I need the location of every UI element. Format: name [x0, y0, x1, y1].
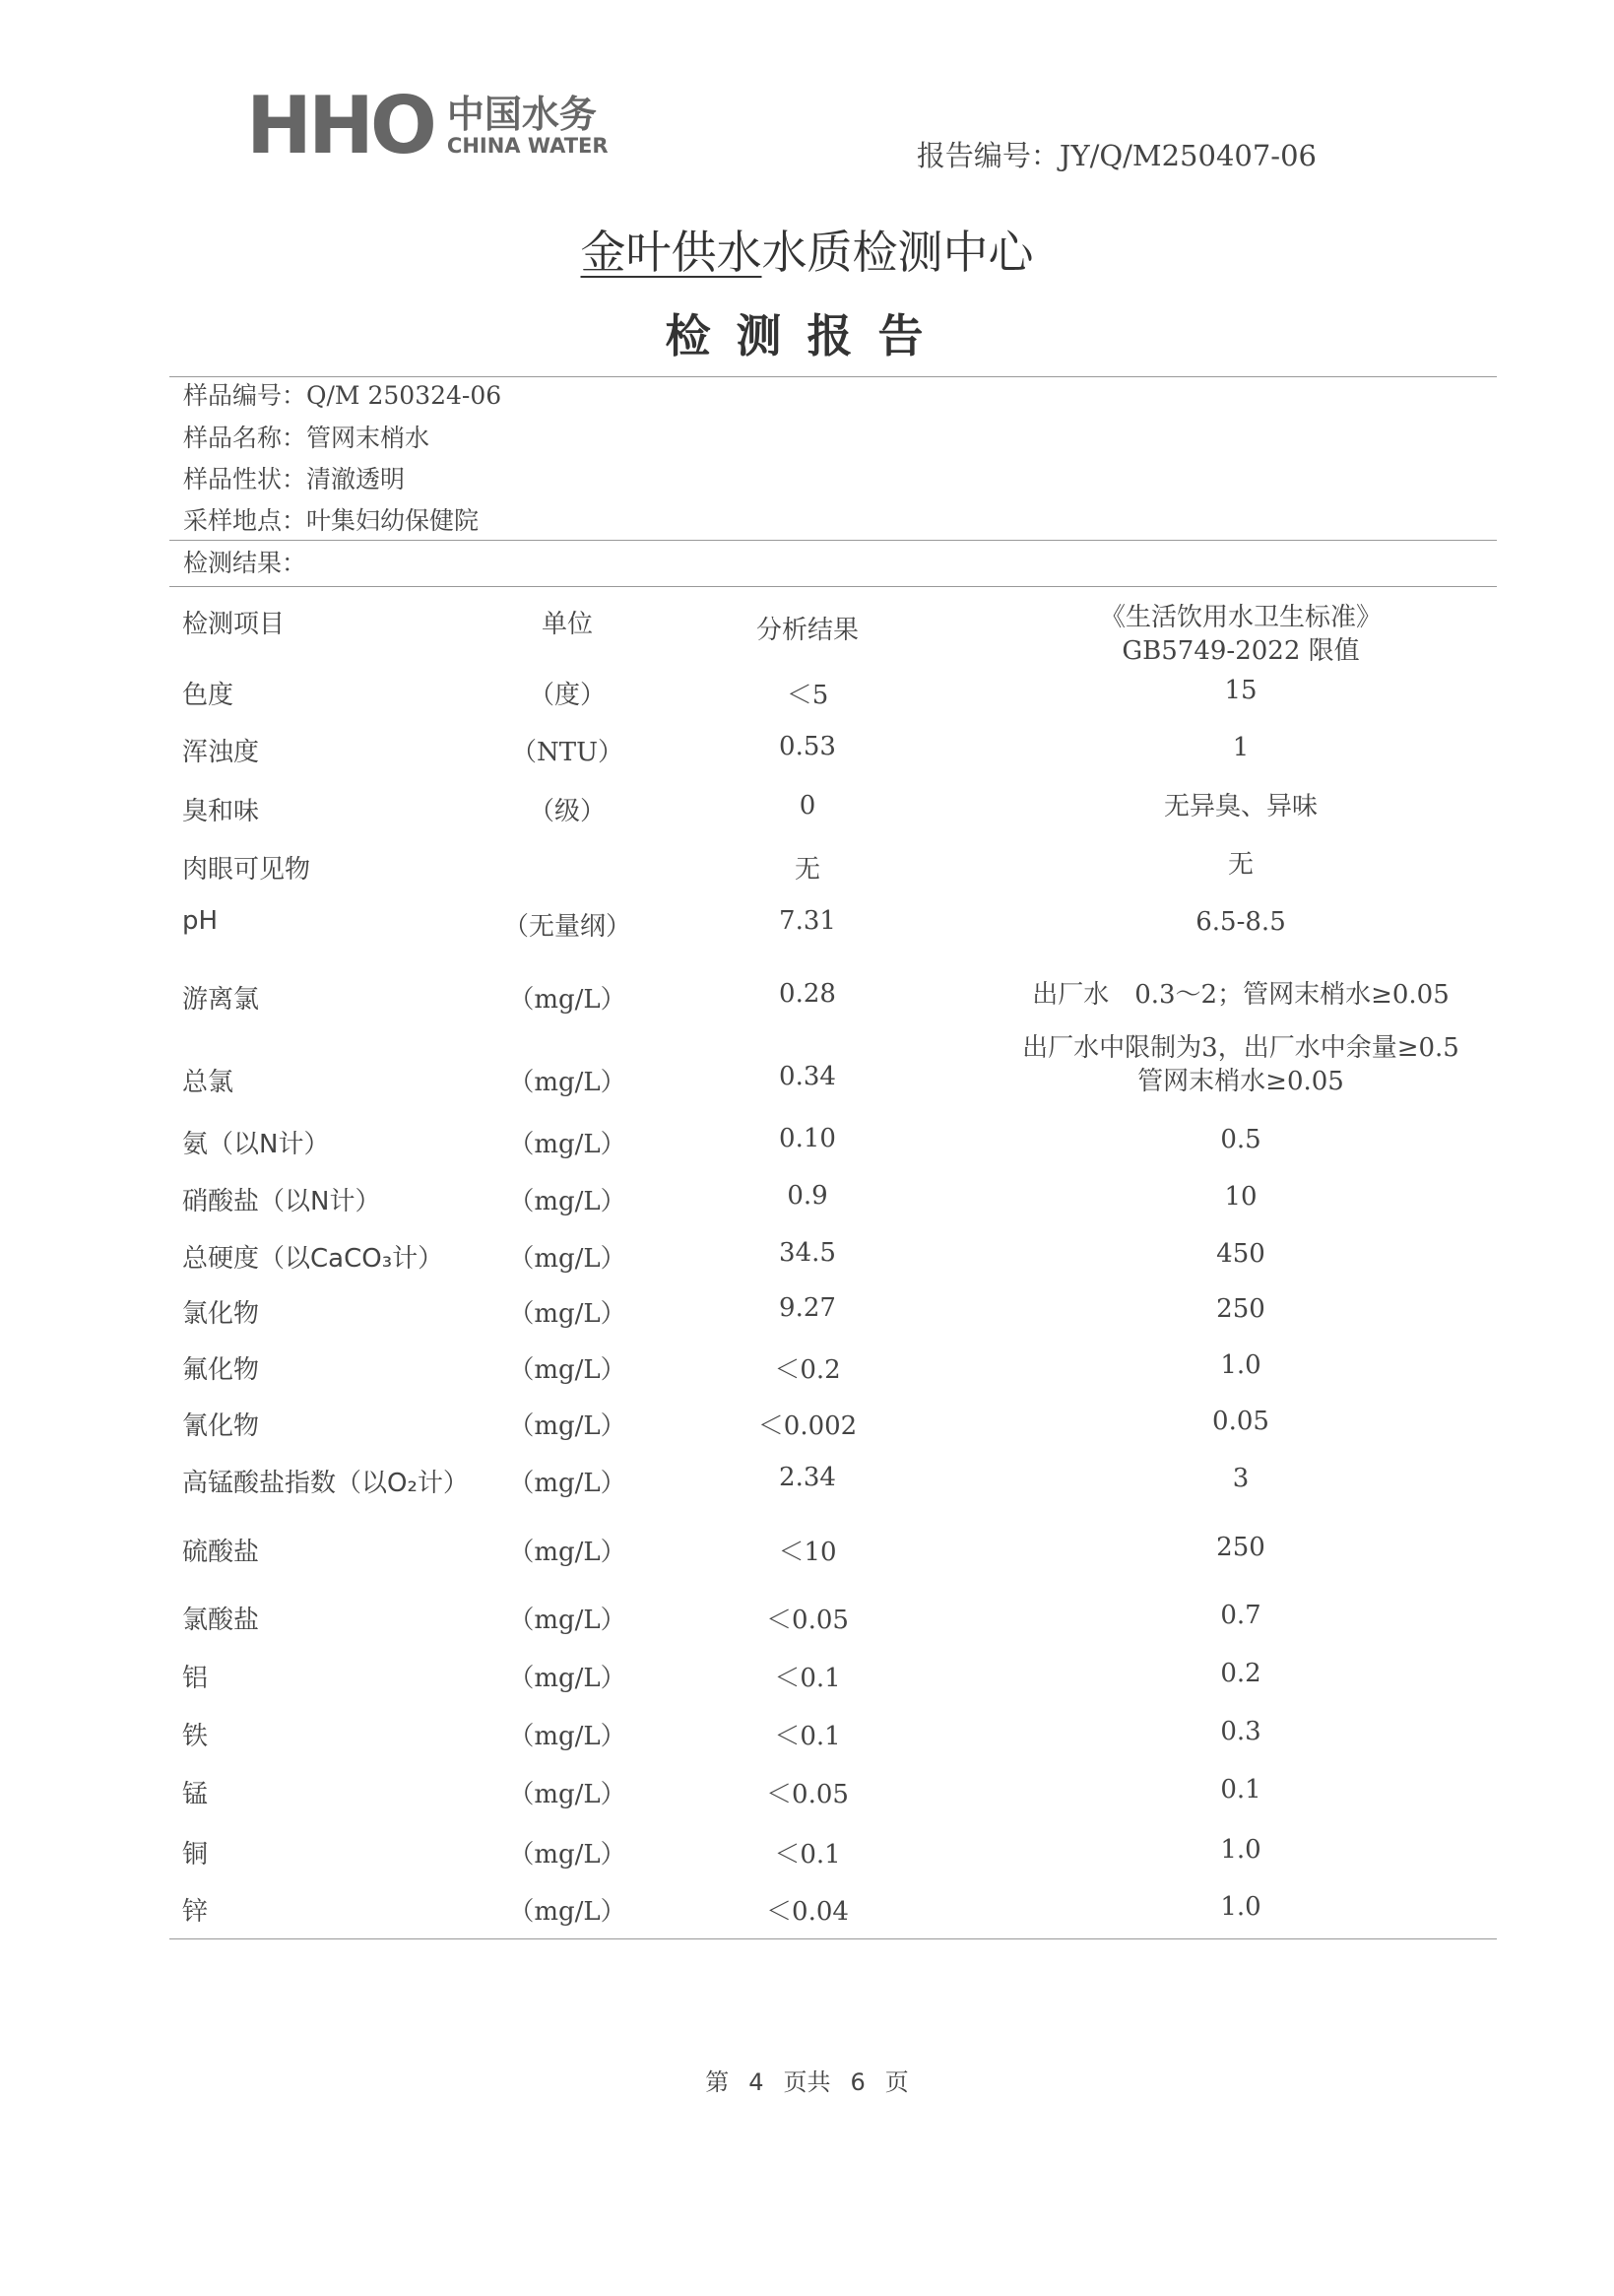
- logo-en: CHINA WATER: [446, 134, 609, 159]
- cell-item: 氟化物: [182, 1355, 260, 1385]
- cell-limit: [945, 1349, 1536, 1383]
- sample-info-value: 叶集妇幼保健院: [306, 506, 480, 535]
- cell-item: 色度: [182, 681, 234, 710]
- cell-unit: （级）: [528, 797, 606, 826]
- cell-unit: （mg/L）: [508, 1780, 626, 1809]
- header-limit-line2: GB5749-2022 限值: [1122, 635, 1360, 666]
- cell-result: 7.31: [779, 906, 836, 936]
- cell-limit-line: 0.7: [1220, 1601, 1261, 1630]
- footer-total: 6: [850, 2068, 866, 2096]
- cell-item: 锌: [182, 1897, 209, 1927]
- footer-di: 第: [705, 2068, 730, 2096]
- cell-limit: [945, 1032, 1536, 1099]
- center-name-rest: 水质检测中心: [761, 226, 1034, 279]
- sample-info-label: 采样地点：: [183, 506, 307, 535]
- cell-unit: （mg/L）: [508, 1187, 626, 1216]
- cell-limit-line: 0.1: [1220, 1775, 1261, 1804]
- cell-limit-line: 6.5-8.5: [1195, 907, 1286, 937]
- cell-limit-line: 0.5: [1220, 1125, 1261, 1154]
- cell-item: 铁: [182, 1722, 209, 1751]
- cell-item: 铜: [182, 1840, 209, 1870]
- cell-item: 游离氯: [182, 985, 260, 1015]
- sample-info-value: 管网末梢水: [306, 424, 430, 452]
- cell-limit: [945, 791, 1536, 824]
- cell-limit: [945, 1600, 1536, 1633]
- divider-info: [169, 540, 1497, 541]
- cell-result: 34.5: [779, 1238, 836, 1268]
- footer-ye: 页: [884, 2068, 909, 2096]
- cell-limit-line: 1.0: [1220, 1350, 1261, 1380]
- cell-unit: （mg/L）: [508, 985, 626, 1015]
- cell-item: 氰化物: [182, 1411, 260, 1441]
- cell-limit: [945, 906, 1536, 940]
- cell-result: 0.10: [779, 1124, 836, 1153]
- cell-item: 硫酸盐: [182, 1538, 260, 1567]
- cell-result: ＜10: [778, 1538, 837, 1567]
- cell-item: 硝酸盐（以N计）: [182, 1187, 381, 1216]
- cell-unit: （mg/L）: [508, 1411, 626, 1441]
- cell-unit: （mg/L）: [508, 1664, 626, 1693]
- cell-limit: [945, 1463, 1536, 1496]
- cell-limit-line: 出厂水 0.3～2；管网末梢水≥0.05: [1032, 980, 1450, 1010]
- cell-limit: [945, 1716, 1536, 1749]
- cell-result: 0.34: [779, 1062, 836, 1091]
- cell-limit: [945, 1406, 1536, 1439]
- page-footer: [0, 2063, 1614, 2097]
- cell-unit: （mg/L）: [508, 1130, 626, 1159]
- cell-limit-line: 450: [1216, 1239, 1265, 1269]
- cell-result: 2.34: [779, 1463, 836, 1492]
- cell-result: 9.27: [779, 1293, 836, 1323]
- cell-limit-line: 15: [1224, 676, 1258, 705]
- cell-unit: （mg/L）: [508, 1722, 626, 1751]
- cell-result: ＜5: [786, 681, 829, 710]
- sample-info-line: [183, 501, 479, 537]
- cell-limit-line: 0.05: [1212, 1407, 1269, 1436]
- cell-result: 0.28: [779, 979, 836, 1009]
- cell-item: 氨（以N计）: [182, 1130, 330, 1159]
- cell-item: 氯化物: [182, 1299, 260, 1329]
- sample-info-label: 样品性状：: [183, 465, 307, 493]
- sample-info-line: [183, 460, 405, 495]
- cell-unit: （mg/L）: [508, 1538, 626, 1567]
- cell-limit: [945, 732, 1536, 765]
- sample-info-line: [183, 376, 501, 412]
- cell-limit-line: 3: [1232, 1464, 1250, 1493]
- report-number: 报告编号：JY/Q/M250407-06: [916, 139, 1317, 172]
- cell-unit: （mg/L）: [508, 1244, 626, 1274]
- cell-unit: （mg/L）: [508, 1355, 626, 1385]
- cell-limit-line: 10: [1224, 1182, 1258, 1212]
- cell-limit: [945, 849, 1536, 883]
- cell-item: 肉眼可见物: [182, 855, 311, 885]
- cell-result: ＜0.002: [757, 1411, 858, 1441]
- cell-limit-line: 250: [1216, 1294, 1265, 1324]
- cell-result: ＜0.04: [766, 1897, 849, 1927]
- cell-unit: （NTU）: [510, 738, 623, 767]
- cell-result: ＜0.1: [774, 1722, 841, 1751]
- cell-limit: [945, 1774, 1536, 1807]
- cell-unit: （mg/L）: [508, 1469, 626, 1498]
- cell-result: 无: [794, 855, 820, 885]
- cell-item: 高锰酸盐指数（以O₂计）: [182, 1469, 469, 1498]
- cell-limit-line: 1.0: [1220, 1835, 1261, 1865]
- cell-limit-line: 250: [1216, 1533, 1265, 1562]
- cell-limit: [945, 979, 1536, 1013]
- header-result: 分析结果: [755, 616, 859, 645]
- cell-limit-line: 无: [1227, 850, 1254, 880]
- cell-result: ＜0.05: [766, 1606, 849, 1635]
- cell-limit: [945, 1124, 1536, 1157]
- cell-unit: （mg/L）: [508, 1840, 626, 1870]
- report-title: 检测报告: [665, 309, 949, 362]
- cell-item: 铝: [182, 1664, 209, 1693]
- cell-unit: （度）: [528, 681, 606, 710]
- center-name: [0, 217, 1614, 282]
- divider-results: [169, 586, 1497, 587]
- cell-item: 锰: [182, 1780, 209, 1809]
- cell-limit-line: 管网末梢水≥0.05: [1137, 1066, 1344, 1096]
- logo: [246, 80, 609, 171]
- divider-bottom: [169, 1938, 1497, 1939]
- cell-item: pH: [182, 906, 219, 936]
- center-name-underlined: 金叶供水: [580, 226, 762, 279]
- sample-info-label: 样品编号：: [183, 381, 307, 410]
- cell-limit-line: 1: [1232, 733, 1250, 762]
- header-item: 检测项目: [182, 610, 286, 639]
- logo-cn: 中国水务: [446, 92, 597, 136]
- sample-info-value: 清澈透明: [306, 465, 406, 493]
- cell-item: 总硬度（以CaCO₃计）: [182, 1244, 444, 1274]
- sample-info-label: 样品名称：: [183, 424, 307, 452]
- cell-unit: （mg/L）: [508, 1299, 626, 1329]
- cell-result: 0.9: [787, 1181, 828, 1211]
- header-unit: 单位: [541, 610, 593, 639]
- logo-mark: HHO: [246, 80, 433, 171]
- cell-result: ＜0.2: [774, 1355, 841, 1385]
- cell-item: 总氯: [182, 1068, 234, 1097]
- sample-info-line: [183, 419, 429, 454]
- cell-limit: [945, 1834, 1536, 1868]
- cell-limit: [945, 1891, 1536, 1925]
- cell-limit-line: 无异臭、异味: [1163, 792, 1318, 821]
- cell-result: ＜0.05: [766, 1780, 849, 1809]
- cell-limit: [945, 1181, 1536, 1214]
- cell-limit: [945, 1658, 1536, 1691]
- cell-limit: [945, 1293, 1536, 1327]
- cell-result: 0: [799, 791, 816, 820]
- cell-limit: [945, 675, 1536, 708]
- cell-limit-line: 0.2: [1220, 1659, 1261, 1688]
- cell-limit-line: 出厂水中限制为3，出厂水中余量≥0.5: [1022, 1033, 1459, 1063]
- cell-item: 浑浊度: [182, 738, 260, 767]
- cell-item: 氯酸盐: [182, 1606, 260, 1635]
- logo-text: [446, 92, 609, 159]
- cell-limit-line: 0.3: [1220, 1717, 1261, 1746]
- cell-limit: [945, 1532, 1536, 1565]
- cell-limit: [945, 1238, 1536, 1272]
- cell-result: ＜0.1: [774, 1840, 841, 1870]
- cell-limit-line: 1.0: [1220, 1892, 1261, 1922]
- cell-item: 臭和味: [182, 797, 260, 826]
- cell-result: 0.53: [779, 732, 836, 761]
- results-label: 检测结果：: [183, 549, 307, 577]
- cell-unit: （mg/L）: [508, 1606, 626, 1635]
- sample-info-value: Q/M 250324-06: [306, 381, 502, 410]
- cell-unit: （mg/L）: [508, 1068, 626, 1097]
- header-limit-line1: 《生活饮用水卫生标准》: [1099, 603, 1382, 632]
- footer-page: 4: [748, 2068, 764, 2096]
- cell-result: ＜0.1: [774, 1664, 841, 1693]
- cell-unit: （mg/L）: [508, 1897, 626, 1927]
- footer-ye-gong: 页共: [783, 2068, 831, 2096]
- cell-unit: （无量纲）: [502, 912, 631, 942]
- header-limit: [945, 602, 1536, 669]
